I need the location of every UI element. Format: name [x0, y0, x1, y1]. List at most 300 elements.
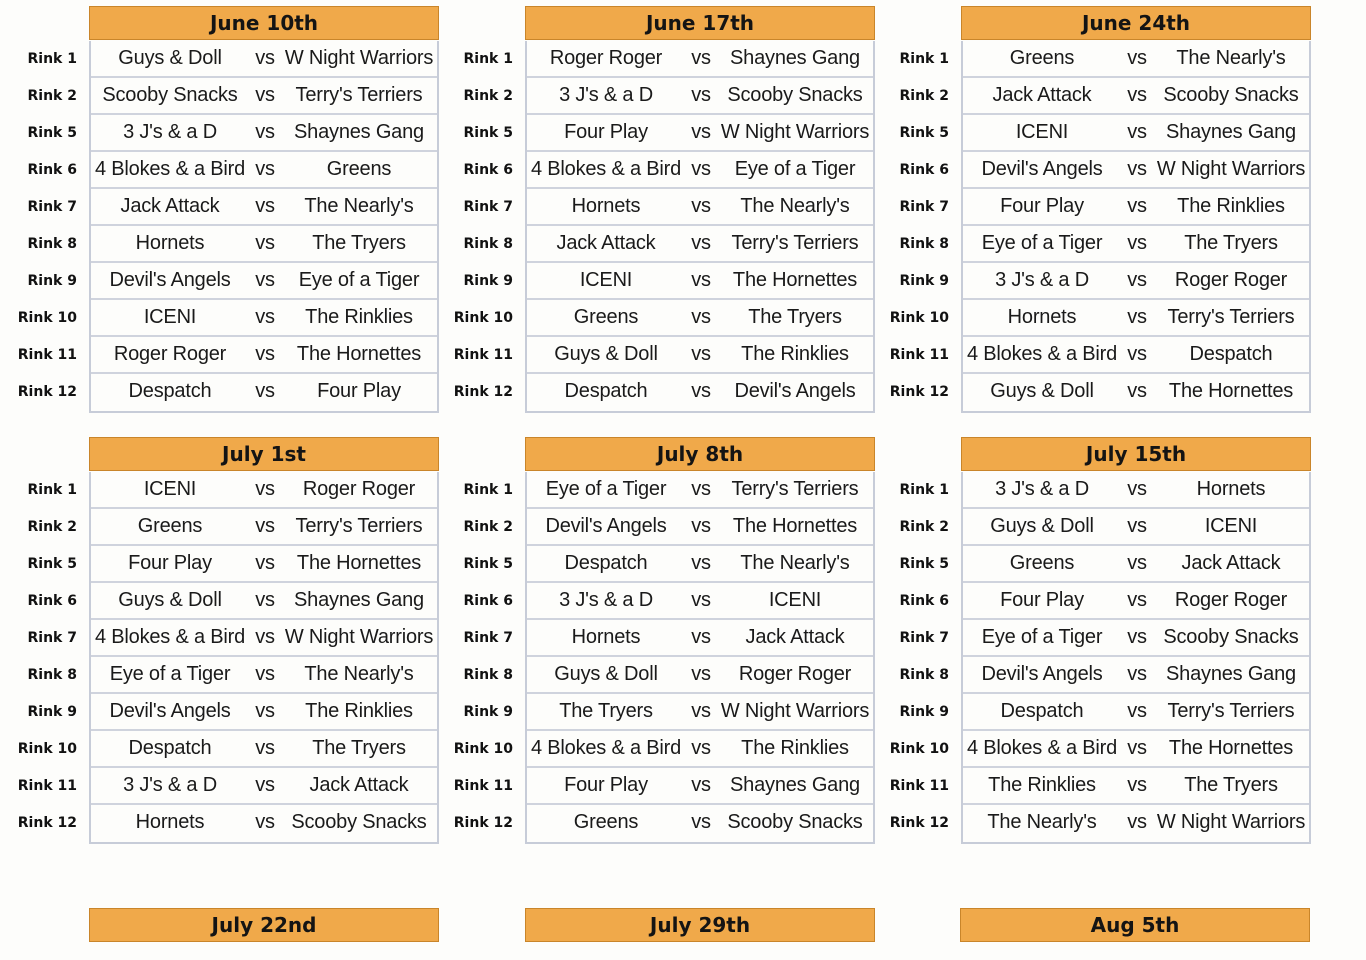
home-team: Devil's Angels — [109, 700, 231, 722]
vs-label: vs — [1127, 232, 1147, 254]
rink-label: Rink 7 — [899, 199, 949, 215]
home-team: Jack Attack — [992, 84, 1092, 106]
fixture-row — [889, 337, 1309, 374]
home-team: Greens — [1009, 47, 1075, 69]
rink-label: Rink 11 — [453, 778, 513, 794]
rink-label: Rink 5 — [27, 125, 77, 141]
home-team: Guys & Doll — [554, 663, 658, 685]
rink-label: Rink 12 — [17, 815, 77, 831]
away-team: The Hornettes — [1168, 380, 1294, 402]
fixture-row — [453, 805, 873, 842]
vs-label: vs — [255, 380, 275, 402]
rink-label: Rink 6 — [899, 593, 949, 609]
week-header: July 8th — [525, 437, 875, 471]
fixture-row — [27, 472, 437, 509]
vs-label: vs — [691, 737, 711, 759]
week-header: June 24th — [961, 6, 1311, 40]
home-team: Eye of a Tiger — [981, 626, 1103, 648]
fixture-row — [27, 152, 437, 189]
vs-label: vs — [691, 121, 711, 143]
rink-label: Rink 6 — [899, 162, 949, 178]
rink-label: Rink 1 — [27, 51, 77, 67]
rink-label: Rink 12 — [889, 815, 949, 831]
vs-label: vs — [691, 552, 711, 574]
away-team: Terry's Terriers — [295, 515, 423, 537]
rink-label: Rink 12 — [889, 384, 949, 400]
away-team: Four Play — [317, 380, 401, 402]
week-header: July 1st — [89, 437, 439, 471]
rink-label: Rink 7 — [27, 199, 77, 215]
fixture-row — [27, 583, 437, 620]
fixture-row — [463, 78, 873, 115]
fixture-row — [899, 263, 1309, 300]
rink-label: Rink 11 — [889, 347, 949, 363]
away-team: The Tryers — [312, 737, 406, 759]
rink-label: Rink 10 — [453, 741, 513, 757]
away-team: Jack Attack — [309, 774, 409, 796]
fixture-row — [463, 509, 873, 546]
fixture-row — [453, 731, 873, 768]
vs-label: vs — [255, 232, 275, 254]
home-team: 4 Blokes & a Bird — [530, 737, 681, 759]
away-team: ICENI — [768, 589, 822, 611]
rink-label: Rink 9 — [27, 704, 77, 720]
fixture-row — [463, 152, 873, 189]
home-team: Hornets — [135, 811, 205, 833]
vs-label: vs — [691, 269, 711, 291]
rink-label: Rink 9 — [899, 704, 949, 720]
rink-label: Rink 11 — [453, 347, 513, 363]
home-team: Greens — [1009, 552, 1075, 574]
fixture-row — [27, 509, 437, 546]
home-team: Greens — [137, 515, 203, 537]
vs-label: vs — [255, 121, 275, 143]
rink-label: Rink 8 — [27, 667, 77, 683]
rink-label: Rink 2 — [899, 88, 949, 104]
vs-label: vs — [1127, 84, 1147, 106]
away-team: The Nearly's — [740, 195, 850, 217]
rink-label: Rink 12 — [453, 384, 513, 400]
vs-label: vs — [1127, 121, 1147, 143]
rink-label: Rink 2 — [463, 519, 513, 535]
fixture-row — [899, 189, 1309, 226]
vs-label: vs — [255, 552, 275, 574]
away-team: Roger Roger — [1174, 269, 1288, 291]
fixture-row — [27, 546, 437, 583]
rink-label: Rink 11 — [17, 347, 77, 363]
vs-label: vs — [691, 47, 711, 69]
away-team: Terry's Terriers — [1167, 700, 1295, 722]
home-team: Eye of a Tiger — [981, 232, 1103, 254]
rink-label: Rink 1 — [27, 482, 77, 498]
rink-label: Rink 12 — [453, 815, 513, 831]
home-team: Guys & Doll — [990, 515, 1094, 537]
home-team: Hornets — [135, 232, 205, 254]
home-team: 4 Blokes & a Bird — [94, 626, 245, 648]
fixture-row — [17, 374, 437, 411]
home-team: Guys & Doll — [118, 47, 222, 69]
vs-label: vs — [691, 158, 711, 180]
fixture-row — [463, 115, 873, 152]
away-team: Jack Attack — [745, 626, 845, 648]
rink-label: Rink 9 — [463, 704, 513, 720]
home-team: Four Play — [564, 121, 648, 143]
rink-label: Rink 8 — [27, 236, 77, 252]
vs-label: vs — [691, 306, 711, 328]
vs-label: vs — [255, 515, 275, 537]
vs-label: vs — [1127, 343, 1147, 365]
away-team: Shaynes Gang — [730, 47, 860, 69]
away-team: Scooby Snacks — [291, 811, 427, 833]
rink-label: Rink 6 — [27, 162, 77, 178]
away-team: Shaynes Gang — [1166, 663, 1296, 685]
home-team: Despatch — [1000, 700, 1084, 722]
vs-label: vs — [1127, 380, 1147, 402]
away-team: The Rinklies — [741, 343, 849, 365]
away-team: W Night Warriors — [284, 47, 434, 69]
vs-label: vs — [691, 589, 711, 611]
home-team: ICENI — [579, 269, 633, 291]
home-team: The Rinklies — [988, 774, 1096, 796]
away-team: Terry's Terriers — [731, 232, 859, 254]
fixture-row — [17, 805, 437, 842]
away-team: The Hornettes — [296, 552, 422, 574]
home-team: Eye of a Tiger — [109, 663, 231, 685]
home-team: Eye of a Tiger — [545, 478, 667, 500]
fixture-row — [899, 41, 1309, 78]
fixture-row — [463, 657, 873, 694]
vs-label: vs — [691, 663, 711, 685]
home-team: 3 J's & a D — [123, 121, 217, 143]
vs-label: vs — [255, 811, 275, 833]
fixture-table — [889, 41, 1311, 413]
home-team: Roger Roger — [549, 47, 663, 69]
home-team: 3 J's & a D — [559, 589, 653, 611]
home-team: Devil's Angels — [981, 158, 1103, 180]
fixture-row — [27, 620, 437, 657]
fixture-row — [463, 694, 873, 731]
fixture-row — [27, 189, 437, 226]
home-team: Guys & Doll — [118, 589, 222, 611]
rink-label: Rink 7 — [463, 199, 513, 215]
fixture-row — [899, 115, 1309, 152]
fixture-row — [463, 41, 873, 78]
away-team: The Tryers — [748, 306, 842, 328]
fixture-row — [27, 226, 437, 263]
away-team: The Tryers — [1184, 774, 1278, 796]
fixture-row — [453, 337, 873, 374]
fixture-table — [453, 472, 875, 844]
fixture-row — [453, 374, 873, 411]
fixture-row — [453, 300, 873, 337]
week-header-july-29: July 29th — [525, 908, 875, 942]
home-team: 4 Blokes & a Bird — [94, 158, 245, 180]
vs-label: vs — [691, 380, 711, 402]
rink-label: Rink 7 — [899, 630, 949, 646]
fixture-row — [899, 620, 1309, 657]
home-team: 4 Blokes & a Bird — [966, 343, 1117, 365]
vs-label: vs — [255, 774, 275, 796]
fixture-row — [27, 115, 437, 152]
home-team: Four Play — [1000, 589, 1084, 611]
away-team: W Night Warriors — [1156, 811, 1306, 833]
away-team: Hornets — [1196, 478, 1266, 500]
away-team: Jack Attack — [1181, 552, 1281, 574]
fixture-table — [17, 472, 439, 844]
fixture-row — [899, 657, 1309, 694]
vs-label: vs — [1127, 700, 1147, 722]
vs-label: vs — [255, 589, 275, 611]
home-team: Guys & Doll — [554, 343, 658, 365]
vs-label: vs — [255, 343, 275, 365]
fixture-row — [17, 300, 437, 337]
rink-label: Rink 9 — [463, 273, 513, 289]
fixture-row — [463, 189, 873, 226]
fixture-row — [463, 620, 873, 657]
fixture-row — [463, 226, 873, 263]
fixture-row — [27, 41, 437, 78]
home-team: 3 J's & a D — [995, 478, 1089, 500]
vs-label: vs — [1127, 552, 1147, 574]
vs-label: vs — [255, 663, 275, 685]
fixture-row — [899, 583, 1309, 620]
home-team: 4 Blokes & a Bird — [966, 737, 1117, 759]
away-team: Roger Roger — [1174, 589, 1288, 611]
rink-label: Rink 6 — [463, 593, 513, 609]
away-team: The Rinklies — [305, 700, 413, 722]
away-team: The Hornettes — [1168, 737, 1294, 759]
away-team: The Hornettes — [296, 343, 422, 365]
home-team: Despatch — [564, 380, 648, 402]
fixture-row — [899, 472, 1309, 509]
vs-label: vs — [255, 47, 275, 69]
fixture-row — [27, 694, 437, 731]
fixture-row — [17, 731, 437, 768]
home-team: Hornets — [1007, 306, 1077, 328]
home-team: Four Play — [128, 552, 212, 574]
vs-label: vs — [255, 700, 275, 722]
rink-label: Rink 2 — [27, 519, 77, 535]
rink-label: Rink 9 — [27, 273, 77, 289]
away-team: The Hornettes — [732, 515, 858, 537]
fixture-row — [899, 152, 1309, 189]
week-header: July 15th — [961, 437, 1311, 471]
fixture-table — [889, 472, 1311, 844]
away-team: Shaynes Gang — [730, 774, 860, 796]
fixture-row — [17, 337, 437, 374]
rink-label: Rink 10 — [889, 310, 949, 326]
fixture-row — [899, 546, 1309, 583]
rink-label: Rink 10 — [17, 741, 77, 757]
home-team: Hornets — [571, 195, 641, 217]
fixture-row — [17, 768, 437, 805]
rink-label: Rink 5 — [463, 556, 513, 572]
away-team: Roger Roger — [738, 663, 852, 685]
rink-label: Rink 8 — [463, 667, 513, 683]
away-team: W Night Warriors — [284, 626, 434, 648]
fixture-row — [463, 546, 873, 583]
away-team: Terry's Terriers — [731, 478, 859, 500]
rink-label: Rink 7 — [463, 630, 513, 646]
rink-label: Rink 1 — [463, 51, 513, 67]
vs-label: vs — [1127, 306, 1147, 328]
fixture-row — [453, 768, 873, 805]
home-team: Greens — [573, 306, 639, 328]
vs-label: vs — [255, 737, 275, 759]
vs-label: vs — [1127, 195, 1147, 217]
vs-label: vs — [691, 626, 711, 648]
away-team: The Nearly's — [740, 552, 850, 574]
fixture-row — [899, 509, 1309, 546]
away-team: Scooby Snacks — [727, 811, 863, 833]
rink-label: Rink 11 — [17, 778, 77, 794]
away-team: The Hornettes — [732, 269, 858, 291]
rink-label: Rink 8 — [463, 236, 513, 252]
rink-label: Rink 5 — [463, 125, 513, 141]
fixture-row — [889, 731, 1309, 768]
home-team: 3 J's & a D — [123, 774, 217, 796]
away-team: Despatch — [1189, 343, 1273, 365]
week-header: June 17th — [525, 6, 875, 40]
vs-label: vs — [691, 195, 711, 217]
vs-label: vs — [255, 195, 275, 217]
rink-label: Rink 8 — [899, 667, 949, 683]
rink-label: Rink 1 — [899, 51, 949, 67]
away-team: Shaynes Gang — [1166, 121, 1296, 143]
vs-label: vs — [691, 478, 711, 500]
rink-label: Rink 12 — [17, 384, 77, 400]
vs-label: vs — [255, 269, 275, 291]
fixture-row — [889, 300, 1309, 337]
away-team: Eye of a Tiger — [298, 269, 420, 291]
vs-label: vs — [255, 626, 275, 648]
fixture-row — [27, 78, 437, 115]
fixture-row — [889, 805, 1309, 842]
away-team: Scooby Snacks — [1163, 84, 1299, 106]
fixture-row — [463, 472, 873, 509]
fixture-row — [463, 583, 873, 620]
home-team: Greens — [573, 811, 639, 833]
away-team: Terry's Terriers — [295, 84, 423, 106]
home-team: 4 Blokes & a Bird — [530, 158, 681, 180]
fixture-row — [899, 226, 1309, 263]
away-team: The Tryers — [312, 232, 406, 254]
home-team: Devil's Angels — [545, 515, 667, 537]
rink-label: Rink 10 — [453, 310, 513, 326]
away-team: The Tryers — [1184, 232, 1278, 254]
vs-label: vs — [691, 774, 711, 796]
rink-label: Rink 2 — [899, 519, 949, 535]
rink-label: Rink 2 — [463, 88, 513, 104]
away-team: W Night Warriors — [720, 700, 870, 722]
rink-label: Rink 1 — [899, 482, 949, 498]
rink-label: Rink 5 — [27, 556, 77, 572]
home-team: Four Play — [1000, 195, 1084, 217]
vs-label: vs — [1127, 626, 1147, 648]
fixture-table — [453, 41, 875, 413]
fixture-row — [27, 263, 437, 300]
rink-label: Rink 1 — [463, 482, 513, 498]
home-team: Devil's Angels — [981, 663, 1103, 685]
week-header-aug-5: Aug 5th — [960, 908, 1310, 942]
vs-label: vs — [691, 343, 711, 365]
vs-label: vs — [691, 811, 711, 833]
fixture-row — [899, 694, 1309, 731]
vs-label: vs — [1127, 737, 1147, 759]
vs-label: vs — [691, 232, 711, 254]
week-header: June 10th — [89, 6, 439, 40]
home-team: Despatch — [128, 380, 212, 402]
away-team: The Nearly's — [1176, 47, 1286, 69]
vs-label: vs — [691, 84, 711, 106]
away-team: Shaynes Gang — [294, 121, 424, 143]
rink-label: Rink 10 — [889, 741, 949, 757]
home-team: 3 J's & a D — [995, 269, 1089, 291]
home-team: ICENI — [1015, 121, 1069, 143]
fixture-row — [27, 657, 437, 694]
home-team: ICENI — [143, 478, 197, 500]
home-team: Jack Attack — [556, 232, 656, 254]
away-team: The Nearly's — [304, 663, 414, 685]
vs-label: vs — [255, 478, 275, 500]
vs-label: vs — [1127, 774, 1147, 796]
rink-label: Rink 5 — [899, 556, 949, 572]
vs-label: vs — [1127, 515, 1147, 537]
fixture-row — [463, 263, 873, 300]
away-team: W Night Warriors — [720, 121, 870, 143]
home-team: ICENI — [143, 306, 197, 328]
fixture-row — [889, 374, 1309, 411]
rink-label: Rink 2 — [27, 88, 77, 104]
away-team: Roger Roger — [302, 478, 416, 500]
vs-label: vs — [691, 700, 711, 722]
home-team: Jack Attack — [120, 195, 220, 217]
away-team: The Rinklies — [305, 306, 413, 328]
vs-label: vs — [1127, 158, 1147, 180]
home-team: Roger Roger — [113, 343, 227, 365]
away-team: Terry's Terriers — [1167, 306, 1295, 328]
fixture-row — [899, 78, 1309, 115]
home-team: Scooby Snacks — [102, 84, 238, 106]
vs-label: vs — [255, 84, 275, 106]
rink-label: Rink 7 — [27, 630, 77, 646]
away-team: The Nearly's — [304, 195, 414, 217]
away-team: The Rinklies — [1177, 195, 1285, 217]
rink-label: Rink 10 — [17, 310, 77, 326]
away-team: Scooby Snacks — [1163, 626, 1299, 648]
vs-label: vs — [255, 158, 275, 180]
home-team: Devil's Angels — [109, 269, 231, 291]
home-team: Despatch — [128, 737, 212, 759]
home-team: The Tryers — [559, 700, 653, 722]
vs-label: vs — [1127, 269, 1147, 291]
vs-label: vs — [691, 515, 711, 537]
away-team: Greens — [326, 158, 392, 180]
rink-label: Rink 6 — [463, 162, 513, 178]
fixture-row — [889, 768, 1309, 805]
home-team: Hornets — [571, 626, 641, 648]
home-team: 3 J's & a D — [559, 84, 653, 106]
away-team: ICENI — [1204, 515, 1258, 537]
fixture-table — [17, 41, 439, 413]
vs-label: vs — [1127, 478, 1147, 500]
vs-label: vs — [1127, 663, 1147, 685]
rink-label: Rink 11 — [889, 778, 949, 794]
rink-label: Rink 6 — [27, 593, 77, 609]
vs-label: vs — [1127, 47, 1147, 69]
rink-label: Rink 9 — [899, 273, 949, 289]
vs-label: vs — [255, 306, 275, 328]
